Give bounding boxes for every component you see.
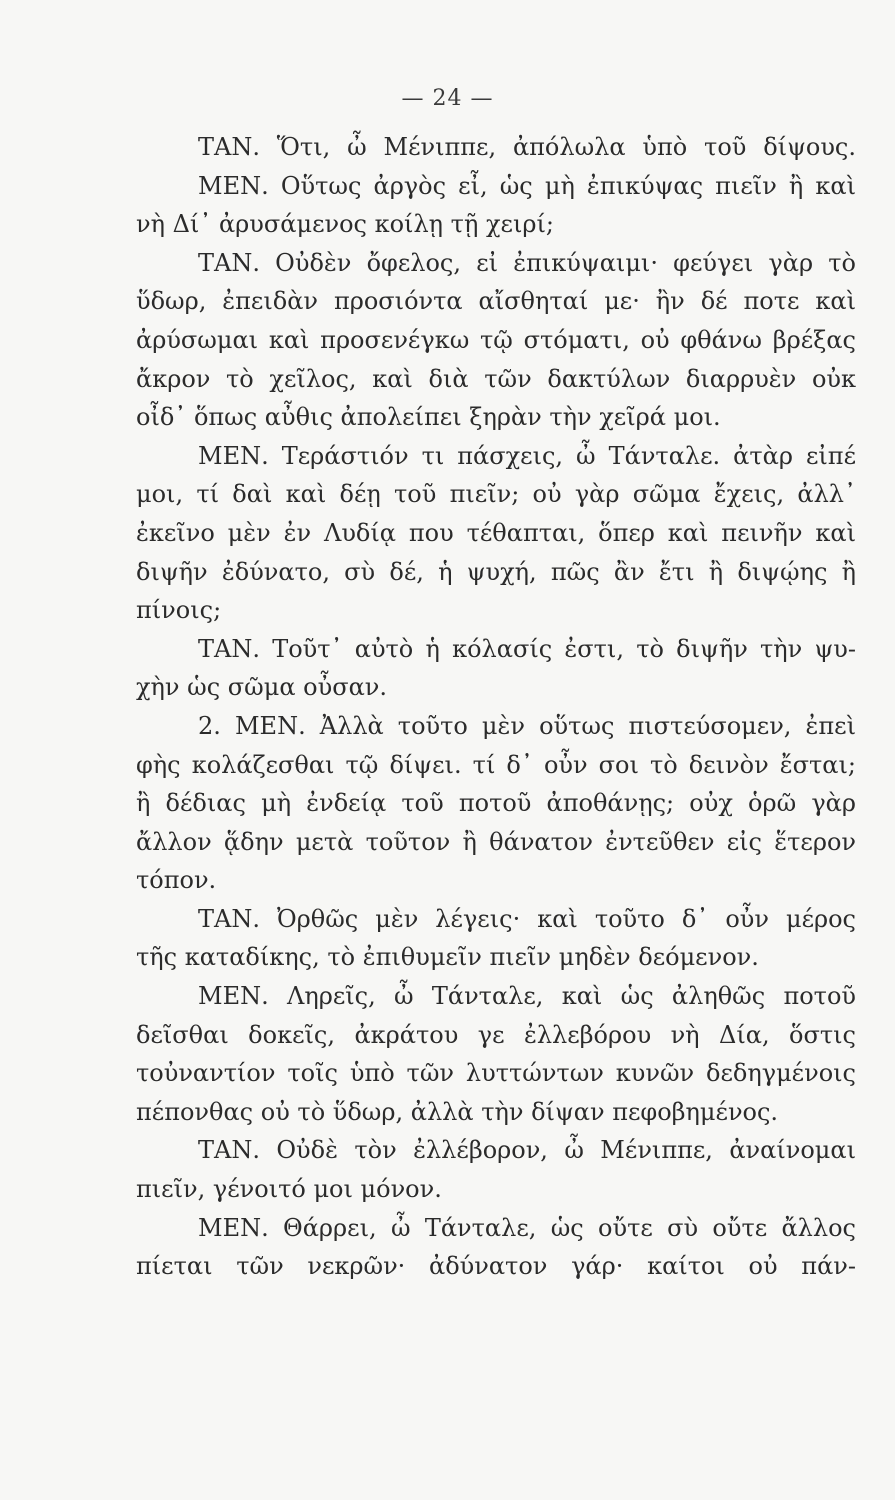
text-line: ἢ δέδιας μὴ ἐνδείᾳ τοῦ ποτοῦ ἀποθάνῃς; οὐχ ὁρῶ γὰρ — [136, 789, 856, 818]
text-line: διψῆν ἐδύνατο, σὺ δέ, ἡ ψυχή, πῶς ἂν ἔτι ἢ διψῴης ἢ — [136, 557, 856, 586]
text-line: ὕδωρ, ἐπειδὰν προσιόντα αἴσθηταί με· ἢν δέ ποτε καὶ — [136, 287, 856, 316]
text-line: ΤΑΝ. Οὐδὲ τὸν ἐλλέβορον, ὦ Μένιππε, ἀναίνομαι — [198, 1136, 856, 1165]
text-line: φὴς κολάζεσθαι τῷ δίψει. τί δ᾽ οὖν σοι τὸ δεινὸν ἔσται; — [136, 750, 856, 779]
text-line: ΜΕΝ. Οὕτως ἀργὸς εἶ, ὡς μὴ ἐπικύψας πιεῖν ἢ καὶ — [198, 171, 856, 200]
text-line: τοὐναντίον τοῖς ὑπὸ τῶν λυττώντων κυνῶν δεδηγμένοις — [136, 1059, 856, 1088]
text-line: πίνοις; — [136, 596, 222, 625]
text-line: ΤΑΝ. Ὀρθῶς μὲν λέγεις· καὶ τοῦτο δ᾽ οὖν μέρος — [198, 904, 856, 933]
page-number: — 24 — — [401, 86, 494, 111]
text-line: δεῖσθαι δοκεῖς, ἀκράτου γε ἐλλεβόρου νὴ Δία, ὅστις — [136, 1020, 856, 1049]
text-line: ΜΕΝ. Θάρρει, ὦ Τάνταλε, ὡς οὔτε σὺ οὔτε ἄλλος — [198, 1213, 856, 1242]
text-line: ΜΕΝ. Ληρεῖς, ὦ Τάνταλε, καὶ ὡς ἀληθῶς ποτοῦ — [198, 982, 856, 1011]
text-line: χὴν ὡς σῶμα οὖσαν. — [136, 673, 388, 702]
text-line: ἄκρον τὸ χεῖλος, καὶ διὰ τῶν δακτύλων διαρρυὲν οὐκ — [136, 364, 856, 393]
text-line: οἶδ᾽ ὅπως αὖθις ἀπολείπει ξηρὰν τὴν χεῖρά μοι. — [136, 403, 721, 432]
text-line: ἄλλον ᾅδην μετὰ τοῦτον ἢ θάνατον ἐντεῦθεν εἰς ἕτερον — [136, 827, 856, 856]
text-line: 2. ΜΕΝ. Ἀλλὰ τοῦτο μὲν οὕτως πιστεύσομεν, ἐπεὶ — [198, 711, 856, 740]
text-line: ΤΑΝ. Οὐδὲν ὄφελος, εἰ ἐπικύψαιμι· φεύγει γὰρ τὸ — [198, 248, 856, 277]
text-line: τῆς καταδίκης, τὸ ἐπιθυμεῖν πιεῖν μηδὲν δεόμενον. — [136, 943, 759, 972]
text-line: πέπονθας οὐ τὸ ὕδωρ, ἀλλὰ τὴν δίψαν πεφοβημένος. — [136, 1097, 779, 1126]
text-line: πίεται τῶν νεκρῶν· ἀδύνατον γάρ· καίτοι οὐ πάν- — [136, 1252, 856, 1281]
text-line: πιεῖν, γένοιτό μοι μόνον. — [136, 1175, 442, 1204]
text-line: ΤΑΝ. Τοῦτ᾽ αὐτὸ ἡ κόλασίς ἐστι, τὸ διψῆν τὴν ψυ- — [198, 634, 856, 663]
text-line: ΜΕΝ. Τεράστιόν τι πάσχεις, ὦ Τάνταλε. ἀτὰρ εἰπέ — [198, 441, 856, 470]
text-line: μοι, τί δαὶ καὶ δέῃ τοῦ πιεῖν; οὐ γὰρ σῶμα ἔχεις, ἀλλ᾽ — [136, 480, 856, 509]
text-line: τόπον. — [136, 866, 217, 895]
greek-dialogue-text — [136, 128, 856, 1286]
text-line: ἐκεῖνο μὲν ἐν Λυδίᾳ που τέθαπται, ὅπερ καὶ πεινῆν καὶ — [136, 518, 856, 547]
text-line: ἀρύσωμαι καὶ προσενέγκω τῷ στόματι, οὐ φθάνω βρέξας — [136, 325, 856, 354]
text-line: ΤΑΝ. Ὅτι, ὦ Μένιππε, ἀπόλωλα ὑπὸ τοῦ δίψους. — [198, 133, 856, 161]
text-line: νὴ Δί᾽ ἀρυσάμενος κοίλῃ τῇ χειρί; — [136, 210, 554, 239]
